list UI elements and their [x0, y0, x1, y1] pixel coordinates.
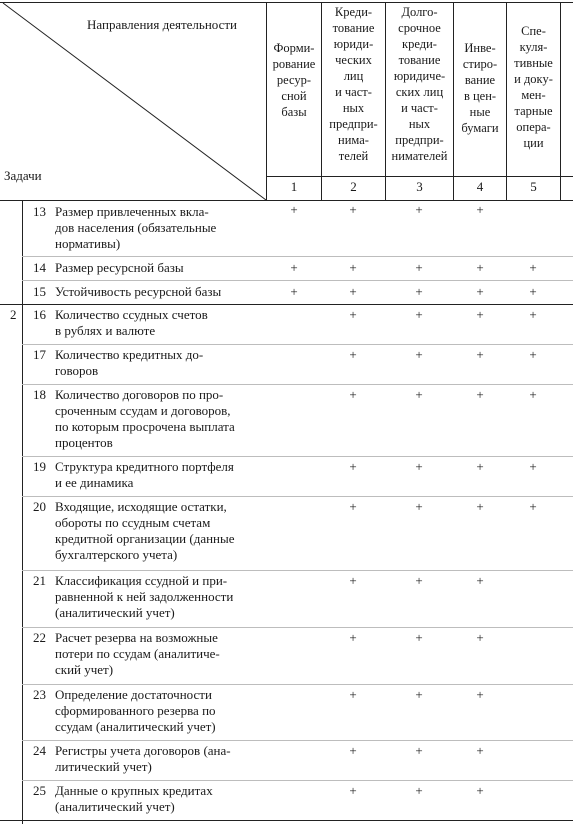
row-number: 18 [33, 387, 46, 402]
row-mark-3: + [415, 743, 423, 758]
row-task: Входящие, исходящие остатки, обороты по ссудным счетам кредитной организации (данные бухгалтерского учета) [55, 499, 235, 562]
row-mark-4: + [476, 687, 484, 702]
table-row [0, 281, 573, 305]
row-mark-3: + [415, 284, 423, 299]
row-number: 23 [33, 687, 46, 702]
row-mark-5: + [529, 499, 537, 514]
header-divider [560, 2, 561, 200]
row-mark-2: + [349, 783, 357, 798]
row-mark-4: + [476, 387, 484, 402]
row-mark-5: + [529, 387, 537, 402]
row-mark-5: + [529, 347, 537, 362]
row-mark-4: + [476, 573, 484, 588]
column-number-4: 4 [476, 179, 484, 194]
row-mark-2: + [349, 687, 357, 702]
table-row [0, 345, 573, 385]
row-group: 2 [10, 307, 17, 322]
column-number-3: 3 [416, 179, 423, 194]
row-number: 24 [33, 743, 46, 758]
row-mark-3: + [415, 347, 423, 362]
row-task: Регистры учета договоров (ана- литический учет) [55, 743, 231, 774]
row-number: 14 [33, 260, 46, 275]
row-mark-4: + [476, 347, 484, 362]
row-mark-3: + [415, 687, 423, 702]
row-mark-5: + [529, 284, 537, 299]
row-mark-2: + [349, 387, 357, 402]
row-mark-1: + [290, 260, 298, 275]
row-number: 25 [33, 783, 46, 798]
column-number-5: 5 [530, 179, 537, 194]
row-number: 16 [33, 307, 46, 322]
table-row [0, 457, 573, 497]
row-mark-2: + [349, 573, 357, 588]
row-mark-3: + [415, 307, 423, 322]
corner-top-label: Направления деятельности [87, 17, 238, 32]
row-task: Определение достаточности сформированного резерва по ссудам (аналитический учет) [55, 687, 216, 734]
corner-bottom-label: Задачи [4, 168, 42, 183]
table-row [0, 571, 573, 628]
row-mark-2: + [349, 630, 357, 645]
row-mark-3: + [415, 459, 423, 474]
row-task: Данные о крупных кредитах (аналитический учет) [55, 783, 213, 814]
row-mark-5: + [529, 260, 537, 275]
row-number: 17 [33, 347, 46, 362]
row-mark-3: + [415, 387, 423, 402]
row-mark-3: + [415, 202, 423, 217]
header-number-row-border [266, 176, 573, 177]
row-mark-1: + [290, 284, 298, 299]
row-mark-3: + [415, 783, 423, 798]
row-task: Расчет резерва на возможные потери по ссудам (аналитиче- ский учет) [55, 630, 220, 677]
row-mark-4: + [476, 459, 484, 474]
table-header [0, 0, 573, 201]
column-number-2: 2 [350, 179, 357, 194]
row-mark-4: + [476, 630, 484, 645]
row-task: Количество кредитных до- говоров [55, 347, 204, 378]
row-mark-5: + [529, 459, 537, 474]
row-mark-3: + [415, 499, 423, 514]
row-number: 19 [33, 459, 46, 474]
column-number-1: 1 [290, 179, 298, 194]
row-number: 21 [33, 573, 46, 588]
table-row [0, 781, 573, 821]
row-number: 20 [33, 499, 46, 514]
row-task: Размер привлеченных вкла- дов населения (обязательные нормативы) [55, 204, 217, 251]
column-header-1: Форми- рование ресур- сной базы [272, 41, 316, 119]
row-task: Количество договоров по про- сроченным ссудам и договоров, по которым просрочена выплата процентов [55, 387, 235, 450]
row-mark-2: + [349, 743, 357, 758]
row-number: 15 [33, 284, 46, 299]
row-number: 22 [33, 630, 46, 645]
row-mark-5: + [529, 307, 537, 322]
row-mark-4: + [476, 260, 484, 275]
row-mark-1: + [290, 202, 298, 217]
table-row [0, 685, 573, 741]
row-task: Количество ссудных счетов в рублях и валюте [55, 307, 208, 338]
row-mark-2: + [349, 347, 357, 362]
table-row [0, 385, 573, 457]
table-row [0, 741, 573, 781]
column-header-5: Спе- куля- тивные и доку- мен- тарные опера- ции [514, 24, 553, 150]
row-mark-2: + [349, 499, 357, 514]
row-task: Классификация ссудной и при- равненной к ней задолженности (аналитический учет) [55, 573, 234, 620]
table-row [0, 628, 573, 685]
row-task: Устойчивость ресурсной базы [55, 284, 222, 299]
row-mark-4: + [476, 202, 484, 217]
row-mark-2: + [349, 307, 357, 322]
row-mark-4: + [476, 284, 484, 299]
row-number: 13 [33, 204, 46, 219]
row-mark-4: + [476, 743, 484, 758]
table-bottom-border [0, 820, 573, 821]
row-mark-4: + [476, 499, 484, 514]
row-mark-2: + [349, 284, 357, 299]
row-mark-2: + [349, 459, 357, 474]
row-mark-4: + [476, 307, 484, 322]
row-task: Размер ресурсной базы [55, 260, 184, 275]
table-row [0, 497, 573, 571]
table-row [0, 305, 573, 345]
column-header-2: Креди- тование юриди- ческих лиц и част- ных предпри- нима- телей [329, 5, 378, 163]
table-row [0, 257, 573, 281]
row-mark-3: + [415, 630, 423, 645]
row-mark-3: + [415, 260, 423, 275]
table-row [0, 201, 573, 257]
row-mark-2: + [349, 260, 357, 275]
column-header-4: Инве- стиро- вание в цен- ные бумаги [461, 41, 499, 135]
row-mark-3: + [415, 573, 423, 588]
row-task: Структура кредитного портфеля и ее динамика [55, 459, 234, 490]
row-mark-2: + [349, 202, 357, 217]
column-header-3: Долго- срочное креди- тование юридиче- ских лиц и част- ных предпри- нимателей [391, 5, 448, 163]
row-mark-4: + [476, 783, 484, 798]
